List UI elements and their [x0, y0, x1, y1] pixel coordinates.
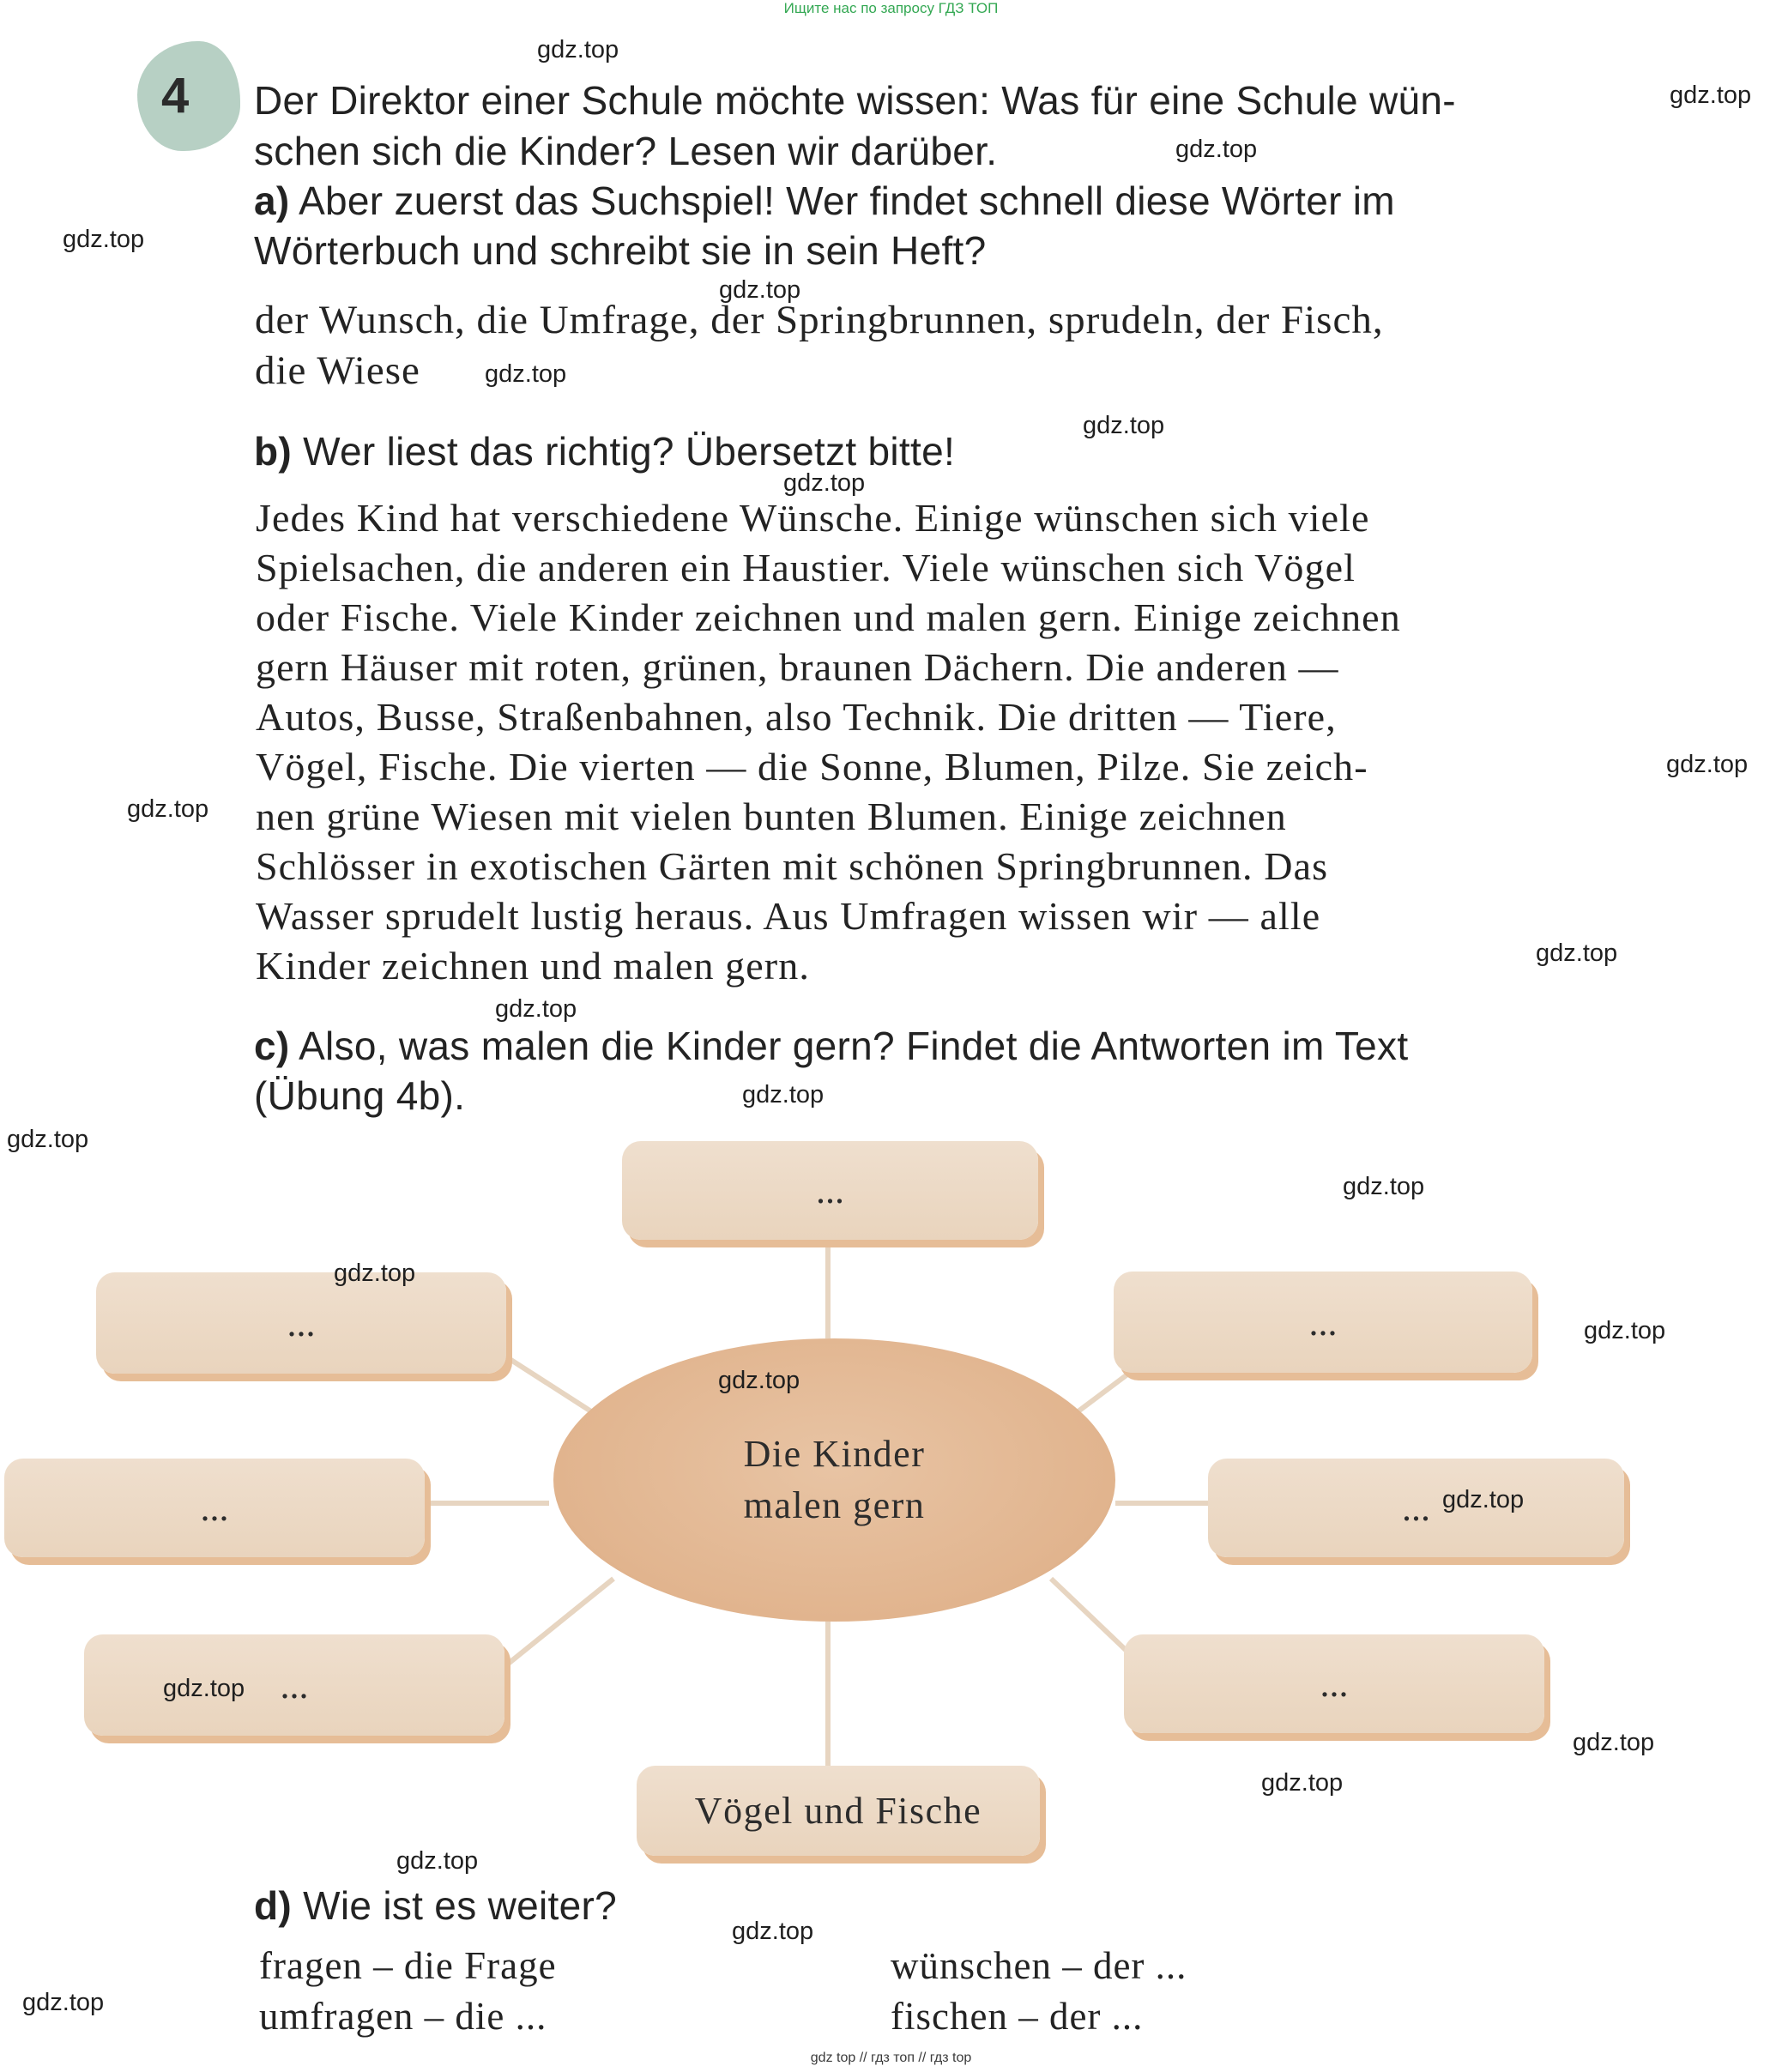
watermark: gdz.top [334, 1260, 416, 1287]
vocabulary-line: die Wiese [255, 348, 420, 393]
watermark: gdz.top [719, 276, 801, 304]
promo-banner-bottom: gdz top // гдз топ // гдз top [810, 2051, 972, 2065]
watermark: gdz.top [1083, 412, 1165, 439]
reading-line: Schlösser in exotischen Gärten mit schönen Springbrunnen. Das [256, 844, 1329, 888]
diagram-box-bottom [637, 1766, 1040, 1856]
diagram-box-middle-left [4, 1459, 425, 1557]
reading-line: Vögel, Fische. Die vierten — die Sonne, Blumen, Pilze. Sie zeich- [256, 745, 1368, 788]
watermark: gdz.top [495, 995, 577, 1023]
task-b-text: Wer liest das richtig? Übersetzt bitte! [303, 429, 956, 474]
word-pair: fragen – die Frage [259, 1944, 557, 1987]
watermark: gdz.top [537, 36, 619, 63]
center-label-line: malen gern [743, 1484, 926, 1526]
reading-line: Kinder zeichnen und malen gern. [256, 944, 810, 988]
watermark: gdz.top [485, 360, 567, 388]
box-placeholder: ... [200, 1487, 229, 1529]
center-label-line: Die Kinder [743, 1433, 926, 1475]
watermark: gdz.top [732, 1918, 814, 1945]
exercise-number: 4 [161, 68, 190, 124]
box-placeholder: ... [287, 1302, 316, 1344]
promo-banner-top: Ищите нас по запросу ГДЗ ТОП [783, 0, 999, 16]
watermark: gdz.top [396, 1847, 479, 1875]
watermark: gdz.top [1666, 751, 1749, 778]
task-a-line: Wörterbuch und schreibt sie in sein Heft? [254, 228, 987, 273]
box-placeholder: ... [816, 1169, 844, 1211]
task-d-label: d) [254, 1883, 293, 1928]
task-d-text: Wie ist es weiter? [303, 1883, 617, 1928]
word-pair: wünschen – der ... [891, 1944, 1187, 1987]
watermark: gdz.top [718, 1367, 800, 1394]
diagram-box-upper-right [1114, 1272, 1532, 1373]
watermark: gdz.top [1175, 136, 1258, 163]
watermark: gdz.top [22, 1989, 105, 2016]
watermark: gdz.top [1343, 1173, 1425, 1200]
box-placeholder: ... [1402, 1487, 1430, 1529]
task-a-text: Aber zuerst das Suchspiel! Wer findet schnell diese Wörter im [299, 178, 1395, 223]
word-pairs-right [891, 1941, 1491, 2042]
task-c-line: (Übung 4b). [254, 1073, 466, 1118]
word-pair: umfragen – die ... [259, 1995, 547, 2038]
reading-line: Wasser sprudelt lustig heraus. Aus Umfragen wissen wir — alle [256, 894, 1321, 938]
diagram-box-top [622, 1141, 1038, 1240]
diagram-box-upper-left [96, 1272, 506, 1374]
diagram-box-lower-right [1124, 1634, 1544, 1733]
watermark: gdz.top [1670, 82, 1752, 109]
watermark: gdz.top [7, 1126, 89, 1153]
box-placeholder: ... [280, 1664, 309, 1707]
reading-line: gern Häuser mit roten, grünen, braunen Dächern. Die anderen — [256, 645, 1339, 689]
task-b-label: b) [254, 429, 293, 474]
task-c-text: Also, was malen die Kinder gern? Findet die Antworten im Text [299, 1024, 1409, 1068]
watermark: gdz.top [1584, 1317, 1666, 1344]
watermark: gdz.top [127, 795, 209, 823]
reading-line: Spielsachen, die anderen ein Haustier. Viele wünschen sich Vögel [256, 546, 1356, 589]
task-c-label: c) [254, 1024, 290, 1068]
watermark: gdz.top [742, 1081, 825, 1108]
diagram-center-ellipse [553, 1338, 1115, 1622]
watermark: gdz.top [1536, 939, 1618, 967]
reading-line: Autos, Busse, Straßenbahnen, also Technik. Die dritten — Tiere, [256, 695, 1337, 739]
reading-line: Jedes Kind hat verschiedene Wünsche. Einige wünschen sich viele [256, 496, 1370, 540]
diagram-box-lower-left [84, 1634, 504, 1736]
reading-line: nen grüne Wiesen mit vielen bunten Blumen. Einige zeichnen [256, 794, 1287, 838]
watermark: gdz.top [63, 226, 145, 253]
diagram-box-middle-right [1208, 1459, 1624, 1557]
task-a-label: a) [254, 178, 290, 223]
vocabulary-line: der Wunsch, die Umfrage, der Springbrunnen, sprudeln, der Fisch, [255, 298, 1384, 342]
box-placeholder: ... [1320, 1663, 1349, 1705]
watermark: gdz.top [783, 469, 866, 497]
connector-line [502, 1579, 613, 1669]
watermark: gdz.top [1573, 1729, 1655, 1756]
watermark: gdz.top [1442, 1486, 1525, 1513]
task-d [254, 1881, 1627, 1930]
box-label: Vögel und Fische [694, 1790, 982, 1832]
word-pair: fischen – der ... [891, 1995, 1144, 2038]
intro-line: Der Direktor einer Schule möchte wissen: Was für eine Schule wün- [254, 78, 1456, 123]
watermark: gdz.top [163, 1675, 245, 1702]
box-placeholder: ... [1308, 1301, 1338, 1344]
reading-line: oder Fische. Viele Kinder zeichnen und malen gern. Einige zeichnen [256, 595, 1401, 639]
intro-line: schen sich die Kinder? Lesen wir darüber. [254, 129, 998, 173]
watermark: gdz.top [1261, 1769, 1344, 1797]
